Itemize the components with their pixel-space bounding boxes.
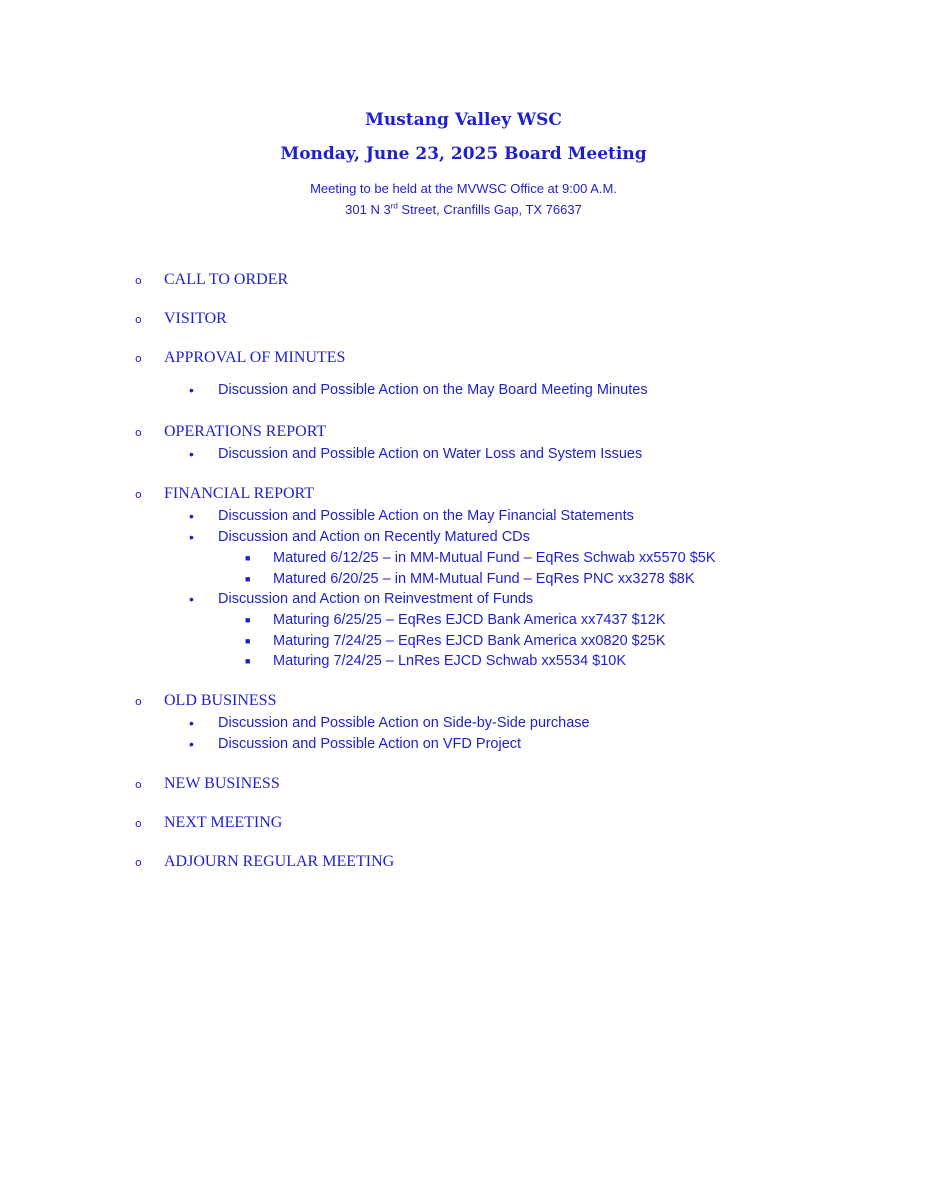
agenda-subitem-label: Discussion and Action on Reinvestment of Funds [218,591,534,607]
square-bullet-icon: ■ [245,635,251,646]
agenda-item-new-business [0,772,927,796]
meeting-address [0,199,927,220]
agenda-subitem [0,734,927,755]
square-bullet-icon: ■ [245,553,251,563]
agenda-item-next-meeting [0,811,927,835]
agenda-detail-label: Maturing 7/24/25 – EqRes EJCD Bank America xx0820 $25K [273,632,666,649]
agenda-item-old-business [0,689,927,755]
agenda-detail-label: Maturing 7/24/25 – LnRes EJCD Schwab xx5534 $10K [273,653,627,669]
square-bullet-icon: ■ [245,615,251,625]
circle-bullet-icon: o [135,426,142,439]
agenda-subitem-label: Discussion and Possible Action on VFD Project [218,735,522,752]
bullet-icon: • [189,529,194,545]
square-bullet-icon: ■ [245,656,251,666]
agenda-item-label: APPROVAL OF MINUTES [164,349,346,366]
agenda-subitem-label: Discussion and Possible Action on Water Loss and System Issues [218,446,643,462]
agenda-item-label: ADJOURN REGULAR MEETING [164,852,395,870]
meeting-location: Meeting to be held at the MVWSC Office at 9:00 A.M. [310,181,617,196]
address-street: Street, Cranfills Gap, TX 76637 [397,202,582,217]
agenda-detail-item [0,610,927,631]
agenda-detail-item [0,651,927,672]
agenda-list [0,268,927,874]
meeting-title: Monday, June 23, 2025 Board Meeting [280,144,647,164]
agenda-detail-item [0,631,927,652]
agenda-item-approval-of-minutes [0,346,927,401]
agenda-item-label: OPERATIONS REPORT [164,423,327,440]
circle-bullet-icon: o [135,313,142,326]
agenda-subitem [0,506,927,527]
circle-bullet-icon: o [135,777,142,791]
circle-bullet-icon: o [135,488,142,501]
circle-bullet-icon: o [135,855,142,869]
agenda-detail-label: Maturing 6/25/25 – EqRes EJCD Bank America xx7437 $12K [273,612,666,628]
agenda-item-label: NEW BUSINESS [164,774,280,792]
agenda-subitem-label: Discussion and Action on Recently Matured CDs [218,529,530,545]
agenda-item-visitor [0,307,927,331]
document-header [0,108,927,220]
agenda-subitem [0,380,927,401]
circle-bullet-icon: o [135,816,142,830]
agenda-subitem [0,527,927,548]
circle-bullet-icon: o [135,274,142,287]
agenda-detail-item [0,548,927,569]
agenda-item-adjourn [0,850,927,874]
agenda-item-label: OLD BUSINESS [164,691,277,709]
address-number: 301 N 3 [345,202,391,217]
agenda-detail-label: Matured 6/20/25 – in MM-Mutual Fund – EqRes PNC xx3278 $8K [273,570,695,587]
agenda-detail-label: Matured 6/12/25 – in MM-Mutual Fund – EqRes Schwab xx5570 $5K [273,550,716,566]
agenda-item-label: NEXT MEETING [164,813,283,831]
agenda-subitem [0,589,927,610]
organization-title: Mustang Valley WSC [365,110,562,130]
address-ordinal: rd [390,201,398,211]
agenda-subitem-label: Discussion and Possible Action on Side-by-Side purchase [218,714,590,731]
square-bullet-icon: ■ [245,573,251,584]
agenda-detail-item [0,569,927,590]
bullet-icon: • [189,446,194,462]
agenda-item-operations-report [0,420,927,465]
agenda-item-label: CALL TO ORDER [164,271,289,288]
agenda-item-call-to-order [0,268,927,292]
circle-bullet-icon: o [135,352,142,365]
agenda-item-financial-report [0,482,927,672]
agenda-item-label: VISITOR [164,310,227,327]
bullet-icon: • [189,735,194,752]
agenda-subitem [0,713,927,734]
agenda-subitem [0,444,927,465]
circle-bullet-icon: o [135,694,142,708]
bullet-icon: • [189,591,194,607]
agenda-subitem-label: Discussion and Possible Action on the May Board Meeting Minutes [218,382,648,398]
bullet-icon: • [189,382,194,398]
bullet-icon: • [189,714,194,731]
agenda-subitem-label: Discussion and Possible Action on the May Financial Statements [218,508,634,524]
agenda-item-label: FINANCIAL REPORT [164,485,315,502]
bullet-icon: • [189,508,194,524]
